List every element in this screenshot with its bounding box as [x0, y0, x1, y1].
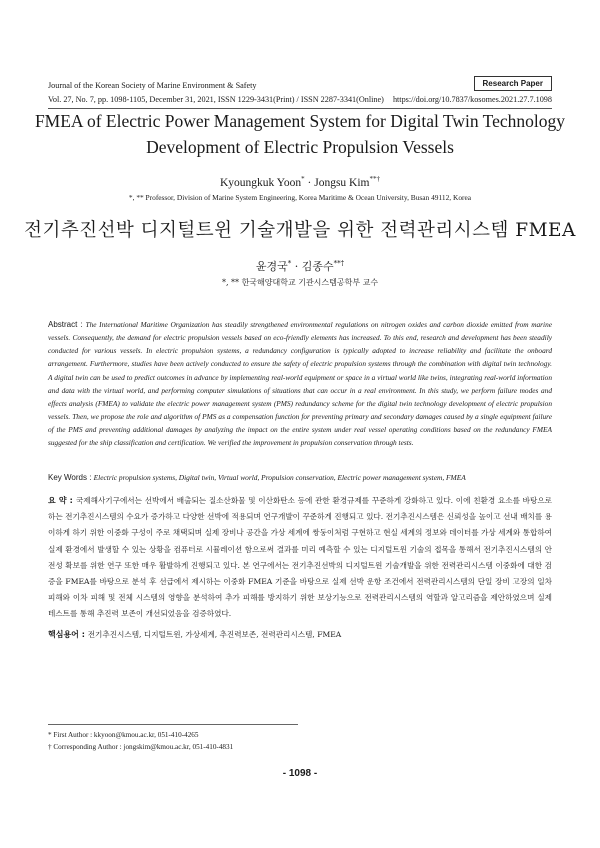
abstract-label: Abstract :: [48, 320, 86, 329]
korean-keywords: [48, 629, 552, 640]
paper-title: [30, 108, 570, 160]
keywords: [48, 472, 552, 484]
korean-author-2: 김종수: [301, 260, 334, 273]
footnote-first-author: * First Author : kkyoon@kmou.ac.kr, 051-410-4265: [48, 731, 199, 739]
korean-author-list: [0, 258, 600, 274]
journal-name: Journal of the Korean Society of Marine Environment & Safety: [48, 81, 257, 90]
author-affiliation: *, ** Professor, Division of Marine System Engineering, Korea Maritime & Ocean University, Busan 49112, Korea: [128, 193, 472, 202]
author-2: Jongsu Kim: [314, 176, 370, 189]
author-1: Kyoungkuk Yoon: [219, 176, 302, 189]
author-1-mark: *: [301, 175, 305, 183]
volume-info: Vol. 27, No. 7, pp. 1098-1105, December 31, 2021, ISSN 1229-3431(Print) / ISSN 2287-3341(Online): [48, 95, 384, 104]
korean-author-1: 윤경국: [255, 260, 288, 273]
footnote-corresponding-author: † Corresponding Author : jongskim@kmou.ac.kr, 051-410-4831: [48, 743, 234, 751]
korean-title: 전기추진선박 디지털트윈 기술개발을 위한 전력관리시스템 FMEA: [24, 220, 576, 241]
abstract-text: The International Maritime Organization has steadily strengthened environmental regulations on nitrogen oxides and carbon dioxide emitted from marine vessels. Consequently, the demand for electric propulsion vessels based on eco-friendly elements has increased. To this end, research and development has been steadily conducted for various vessels. In electric propulsion systems, a redundancy configuration is typically adopted to increase reliability and facilitate the onboard arrangement. Furthermore, studies have been actively conducted to ensure the safety of electric propulsion systems through the combination with digital twin technology. A digital twin can be used to predict outcomes in advance by implementing real-world equipment or space in a virtual world like twins, integrating real-world information and data with the virtual world, and performing computer simulations of situations that can occur in a real environment. In this study, we perform failure modes and effects analysis (FMEA) to validate the electric power management system (PMS) redundancy scheme for the digital twin technology development of electric propulsion vessels. Then, we propose the role and algorithm of PMS as a compensation function for preventing primary and secondary damages caused by a single equipment failure of the PMS and preventing additional damages by analyzing the impact on the entire system under real vessel operating conditions based on the redundancy FMEA suggested for the ship classification and certification. We verified the improvement in propulsion conservation through tests.: [48, 320, 552, 448]
author-separator: ·: [304, 176, 315, 189]
abstract: [48, 318, 552, 450]
author-2-mark: **†: [369, 175, 381, 183]
korean-affiliation: *, ** 한국해양대학교 기관시스템공학부 교수: [221, 278, 379, 287]
korean-author-1-mark: *: [287, 259, 292, 268]
korean-abstract: [48, 493, 552, 623]
footnote-divider: [48, 724, 298, 725]
korean-abstract-text: 국제해사기구에서는 선박에서 배출되는 질소산화물 및 이산화탄소 등에 관한 환경규제를 꾸준하게 강화하고 있다. 이에 친환경 요소를 바탕으로 하는 전기추진시스템의 수요가 증가하고 다양한 선박에 적용되며 연구개발이 꾸준하게 진행되고 있다. 전기추진시스템은 신뢰성을 높이고 선내 배치를 용이하게 하기 위한 이중화 구성이 주로 채택되며 실제 장비나 공간을 가상 세계에 쌍둥이처럼 구현하고 현실 세계의 정보와 데이터를 가상 세계와 통합하여 실제 환경에서 발생할 수 있는 상황을 컴퓨터로 시뮬레이션 함으로써 결과를 미리 예측할 수 있는 디지털트윈 기술의 접목을 통해서 전기추진시스템의 안전성 확보를 위한 연구 또한 매우 활발하게 진행되고 있다. 본 연구에서는 전기추진선박의 디지털트윈 기술개발을 위한 전력관리시스템 이중화에 대한 검증을 FMEA를 바탕으로 분석 후 선급에서 제시하는 이중화 FMEA 기준을 바탕으로 실제 선박 운항 조건에서 전력관리시스템의 단일 장비 고장의 일차 피해와 이차 피해 및 전체 시스템의 영향을 분석하여 추가 피해를 방지하기 위한 보상기능으로 전력관리시스템의 역할과 알고리즘을 제안하였으며 실제 테스트를 통해 추진력 보존이 개선되었음을 검증하였다.: [48, 496, 553, 619]
korean-author-separator: ·: [291, 260, 302, 273]
korean-abstract-label: 요 약 :: [48, 496, 76, 505]
korean-author-2-mark: **†: [333, 259, 345, 268]
paper-title-line1: FMEA of Electric Power Management System for Digital Twin Technology: [34, 111, 566, 131]
korean-keywords-text: 전기추진시스템, 디지털트윈, 가상세계, 추진력보존, 전력관리시스템, FMEA: [87, 630, 342, 639]
page-number: - 1098 -: [282, 768, 318, 779]
article-type-badge: Research Paper: [474, 76, 552, 91]
paper-title-line2: Development of Electric Propulsion Vessels: [146, 137, 454, 157]
keywords-label: Key Words :: [48, 473, 94, 482]
keywords-text: Electric propulsion systems, Digital twin, Virtual world, Propulsion conservation, Electric power management system, FMEA: [93, 473, 466, 482]
doi-link[interactable]: https://doi.org/10.7837/kosomes.2021.27.7.1098: [392, 95, 552, 104]
author-list: [0, 175, 600, 189]
korean-keywords-label: 핵심용어 :: [48, 630, 88, 639]
